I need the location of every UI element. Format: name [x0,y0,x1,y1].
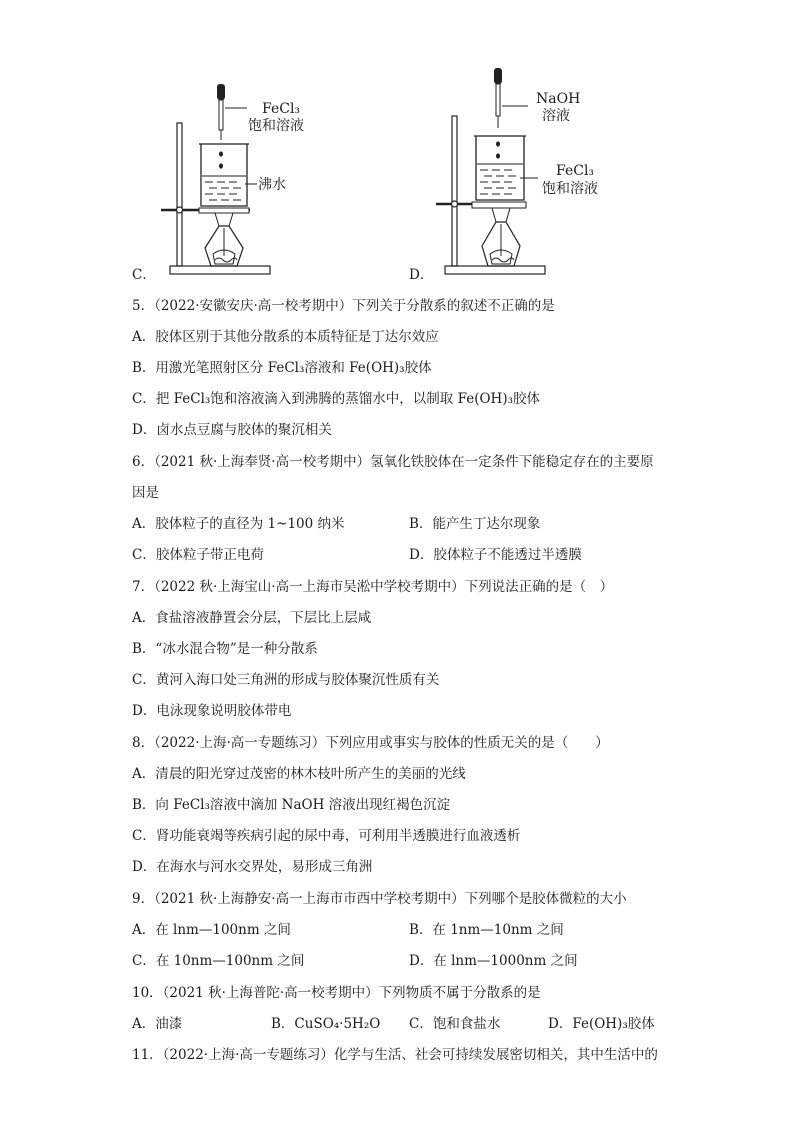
q5-stem: 5．（2022·安徽安庆·高一校考期中）下列关于分散系的叙述不正确的是 [132,298,555,314]
q9-stem: 9．（2021 秋·上海静安·高一上海市市西中学校考期中）下列哪个是胶体微粒的大小 [132,891,627,907]
q7-stem: 7．（2022 秋·上海宝山·高一上海市吴淞中学校考期中）下列说法正确的是（ ） [132,579,614,595]
q7-option-a: A．食盐溶液静置会分层，下层比上层咸 [132,610,372,626]
q10-option-a: A．油漆 [132,1016,183,1032]
q9-option-b: B．在 1nm—10nm 之间 [409,922,564,938]
q6-stem-line2: 因是 [132,485,159,501]
q6-stem-line1: 6．（2021 秋·上海奉贤·高一校考期中）氢氧化铁胶体在一定条件下能稳定存在的主要原 [132,454,654,470]
figure-c-reagent-label-2: 饱和溶液 [248,118,304,134]
q8-stem: 8．（2022·上海·高一专题练习）下列应用或事实与胶体的性质无关的是（ ） [132,735,609,751]
q10-option-b: B．CuSO₄·5H₂O [271,1016,381,1032]
q6-option-d: D．胶体粒子不能透过半透膜 [409,547,582,563]
q10-option-d: D．Fe(OH)₃胶体 [548,1016,655,1032]
figure-c-water-label: 沸水 [258,177,286,193]
q6-option-a: A．胶体粒子的直径为 1~100 纳米 [132,516,345,532]
q9-option-c: C．在 10nm—100nm 之间 [132,953,305,969]
figure-d-beaker-label-1: FeCl₃ [556,163,595,179]
figure-d-option-label: D． [409,267,434,283]
q8-option-a: A．清晨的阳光穿过茂密的林木枝叶所产生的美丽的光线 [132,766,466,782]
q7-option-d: D．电泳现象说明胶体带电 [132,703,292,719]
q8-option-c: C．肾功能衰竭等疾病引起的尿中毒，可利用半透膜进行血液透析 [132,828,521,844]
q5-option-b: B．用激光笔照射区分 FeCl₃溶液和 Fe(OH)₃胶体 [132,360,432,376]
q9-option-a: A．在 lnm—100nm 之间 [132,922,291,938]
q5-option-a: A．胶体区别于其他分散系的本质特征是丁达尔效应 [132,329,439,345]
q6-option-c: C．胶体粒子带正电荷 [132,547,264,563]
q8-option-b: B．向 FeCl₃溶液中滴加 NaOH 溶液出现红褐色沉淀 [132,797,451,813]
q7-option-c: C．黄河入海口处三角洲的形成与胶体聚沉性质有关 [132,672,440,688]
figure-c-reagent-label-1: FeCl₃ [262,101,301,117]
q10-option-c: C．饱和食盐水 [409,1016,501,1032]
figure-d-reagent-label-1: NaOH [536,91,581,107]
q6-option-b: B．能产生丁达尔现象 [409,516,541,532]
figure-d-beaker-label-2: 饱和溶液 [542,181,598,197]
q8-option-d: D．在海水与河水交界处，易形成三角洲 [132,859,373,875]
q7-option-b: B．“冰水混合物”是一种分散系 [132,641,318,657]
figure-d-reagent-label-2: 溶液 [542,108,570,124]
q9-option-d: D．在 lnm—1000nm 之间 [409,953,578,969]
q5-option-c: C．把 FeCl₃饱和溶液滴入到沸腾的蒸馏水中，以制取 Fe(OH)₃胶体 [132,391,540,407]
q10-stem: 10．（2021 秋·上海普陀·高一校考期中）下列物质不属于分散系的是 [132,985,541,1001]
figure-c-option-label: C． [132,267,156,283]
q5-option-d: D．卤水点豆腐与胶体的聚沉相关 [132,422,332,438]
q11-stem: 11．（2022·上海·高一专题练习）化学与生活、社会可持续发展密切相关，其中生活中的 [132,1047,658,1063]
